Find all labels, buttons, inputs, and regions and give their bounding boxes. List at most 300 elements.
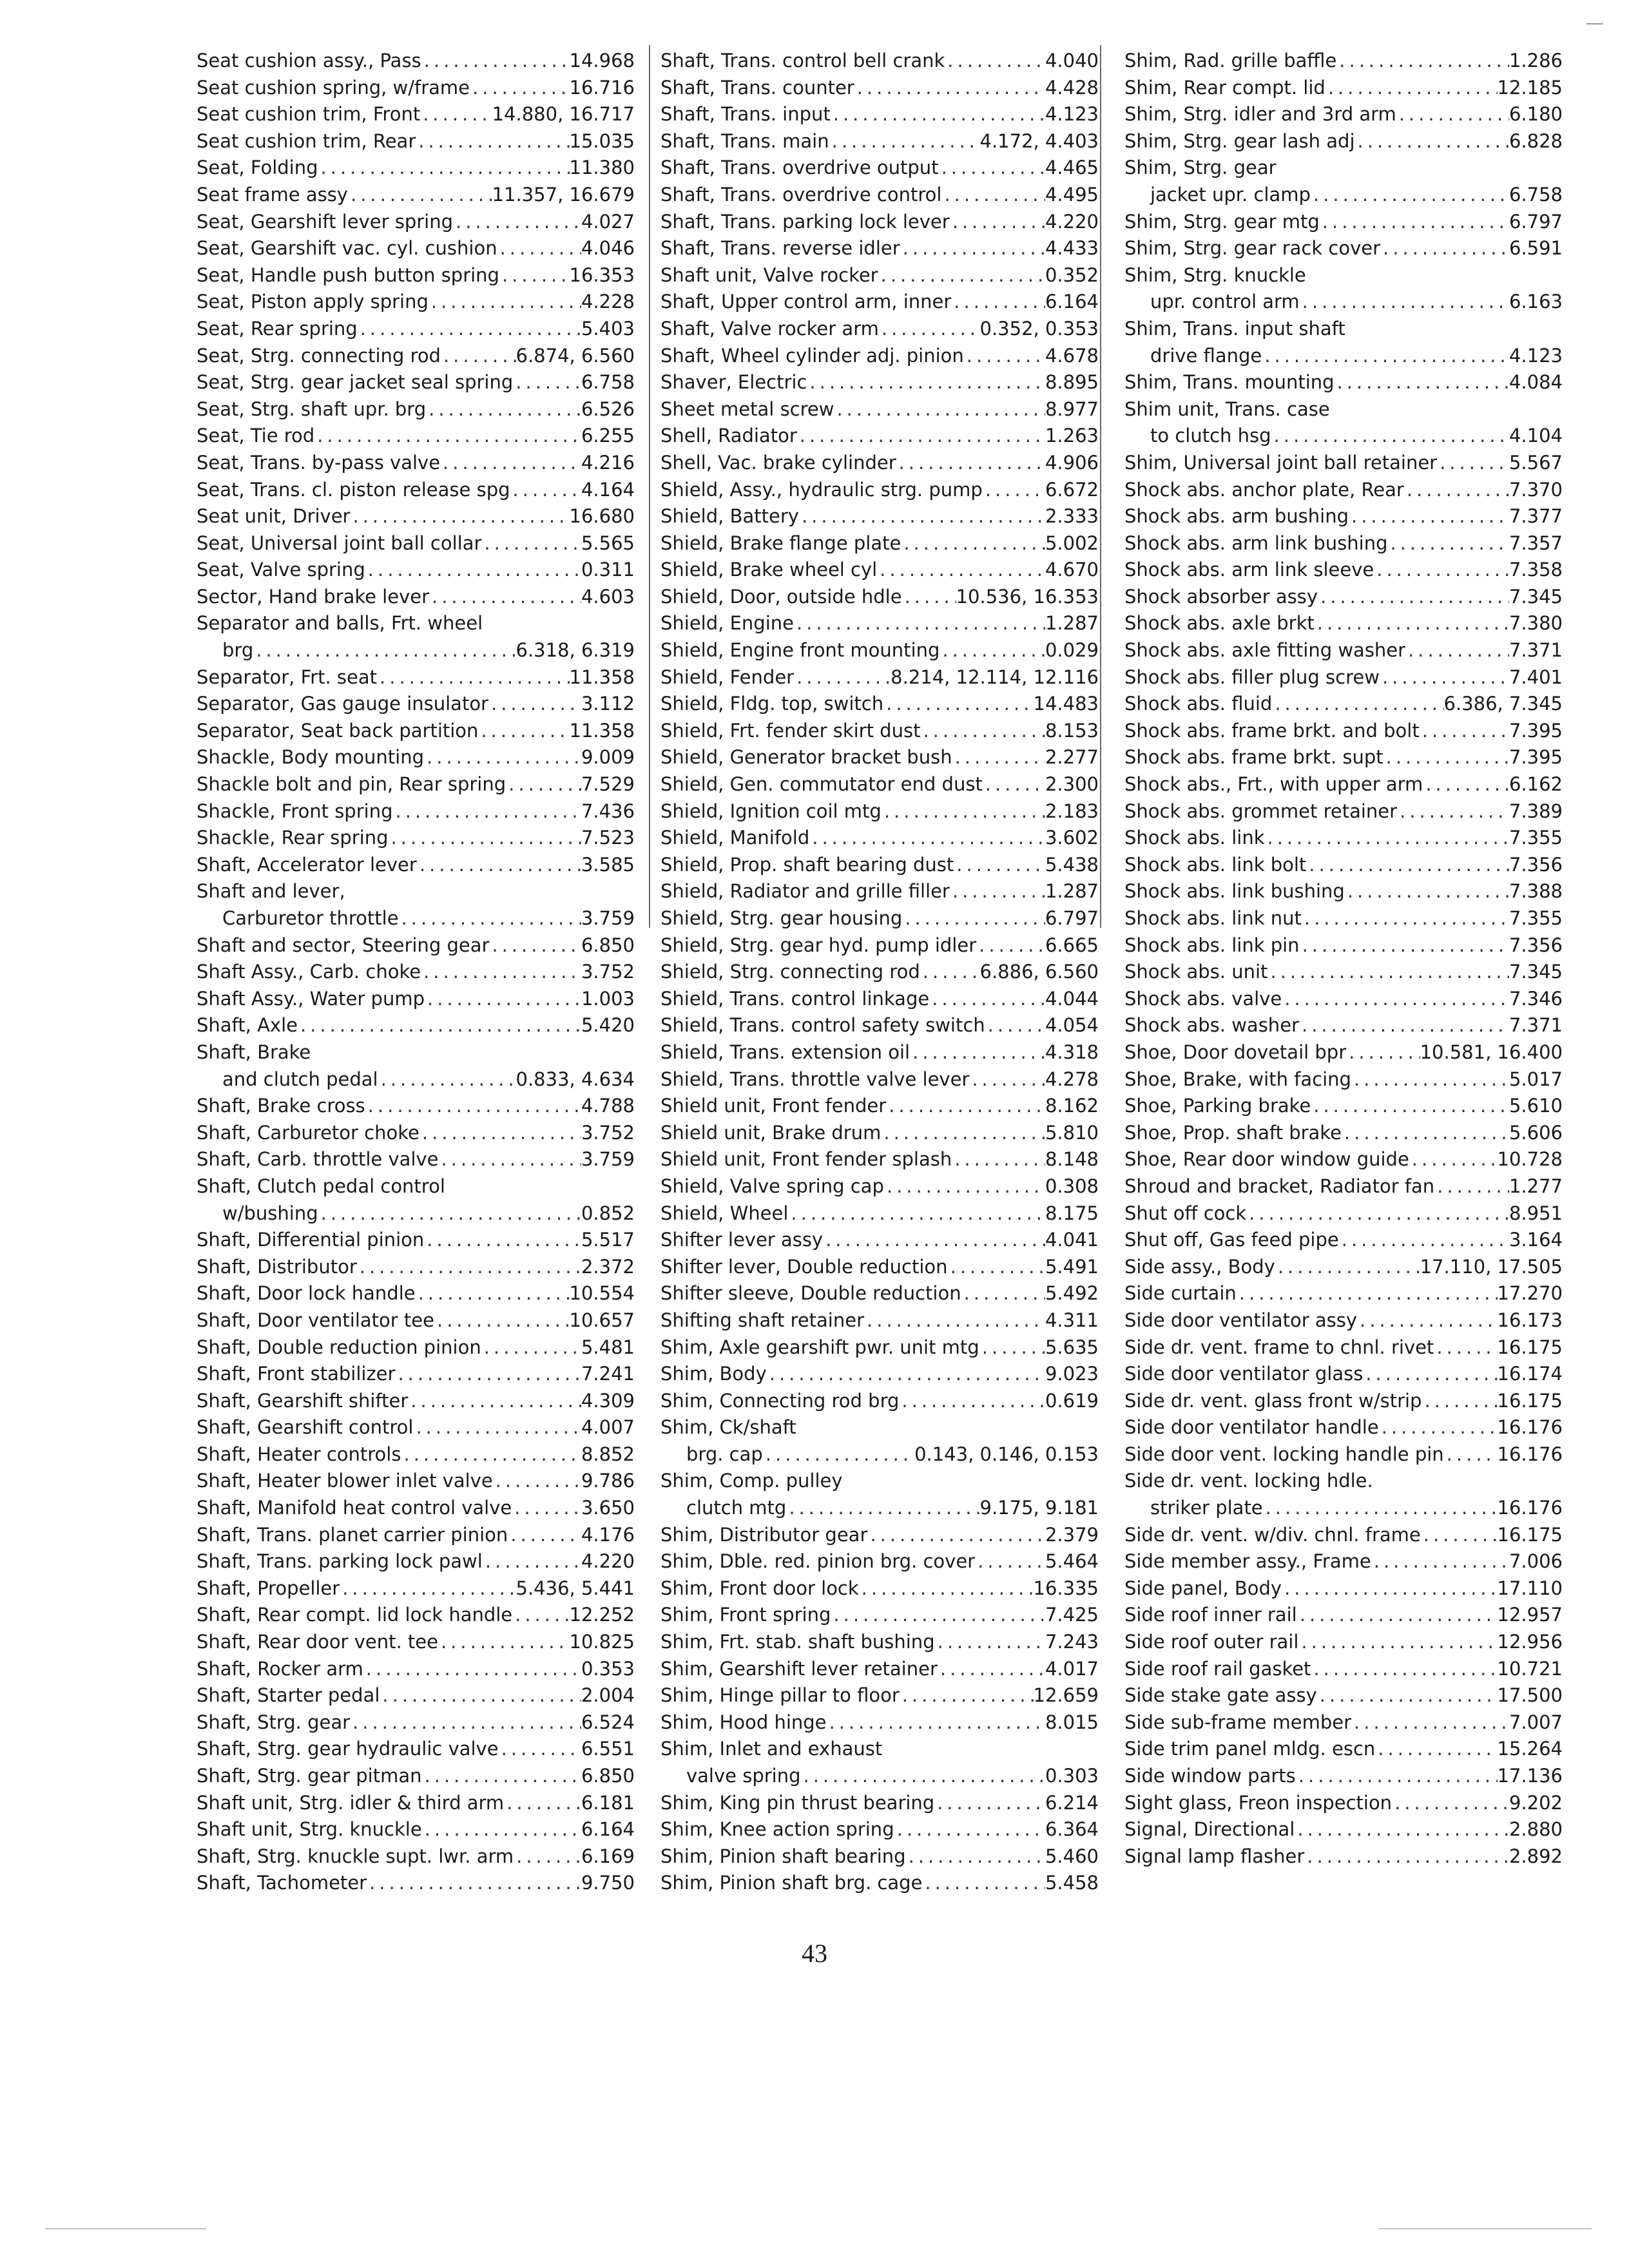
entry-term: Shaft, Trans. parking lock lever <box>660 210 950 233</box>
entry-page-ref: 7.529 <box>581 773 635 796</box>
dot-leader <box>797 423 1045 450</box>
entry-page-ref: 7.355 <box>1509 827 1563 849</box>
entry-page-ref: 10.581, 16.400 <box>1420 1041 1563 1063</box>
entry-page-ref: 4.172, 4.403 <box>979 130 1099 152</box>
entry-term: Shell, Vac. brake cylinder <box>660 451 896 474</box>
index-entry <box>660 1548 1099 1575</box>
dot-leader <box>831 1602 1045 1629</box>
entry-term: Shut off cock <box>1124 1202 1247 1224</box>
entry-term: Shaft, Wheel cylinder adj. pinion <box>660 344 964 367</box>
dot-leader <box>983 477 1045 504</box>
entry-term: Shim, Axle gearshift pwr. unit mtg <box>660 1336 979 1358</box>
index-entry <box>1124 530 1563 557</box>
index-entry <box>660 932 1099 959</box>
entry-page-ref: 6.364 <box>1045 1818 1099 1841</box>
entry-page-ref: 3.759 <box>581 907 635 929</box>
entry-term: Side panel, Body <box>1124 1577 1282 1599</box>
scan-mark <box>1379 2228 1592 2229</box>
index-entry <box>1124 182 1563 209</box>
entry-page-ref: 4.906 <box>1045 451 1099 474</box>
entry-term: Shaft, Gearshift shifter <box>197 1389 409 1412</box>
index-entry <box>197 1816 635 1843</box>
entry-page-ref: 14.880, 16.717 <box>492 103 635 126</box>
index-entry <box>197 664 635 691</box>
index-entry <box>197 1548 635 1575</box>
dot-leader <box>1246 1200 1509 1227</box>
entry-page-ref: 1.263 <box>1045 425 1099 447</box>
entry-page-ref: 3.752 <box>581 1121 635 1144</box>
dot-leader <box>298 1012 581 1039</box>
entry-term: Side member assy., Frame <box>1124 1550 1371 1573</box>
entry-term: Shim, Strg. gear rack cover <box>1124 237 1380 260</box>
entry-page-ref: 4.495 <box>1045 183 1099 206</box>
dot-leader <box>902 584 956 611</box>
dot-leader <box>365 557 581 584</box>
entry-term: Shaft, Manifold heat control valve <box>197 1497 512 1519</box>
index-entry <box>1124 369 1563 396</box>
entry-page-ref: 12.659 <box>1033 1684 1099 1707</box>
dot-leader <box>900 235 1045 262</box>
entry-page-ref: 4.176 <box>581 1523 635 1546</box>
index-entry <box>1124 1307 1563 1334</box>
entry-term: Shoe, Parking brake <box>1124 1095 1311 1117</box>
index-entry <box>1124 209 1563 236</box>
dot-leader <box>350 503 569 530</box>
entry-term: Shim, Distributor gear <box>660 1523 868 1546</box>
entry-term: Shield, Engine front mounting <box>660 639 940 662</box>
entry-term: Shaft, Strg. gear hydraulic valve <box>197 1738 499 1760</box>
entry-term: Shim, Trans. input shaft <box>1124 317 1345 340</box>
dot-leader <box>823 1227 1045 1254</box>
entry-page-ref: 4.278 <box>1045 1068 1099 1090</box>
entry-page-ref: 4.044 <box>1045 987 1099 1010</box>
dot-leader <box>1315 610 1509 637</box>
entry-term: Shaft, Trans. overdrive control <box>660 183 942 206</box>
dot-leader <box>1304 1843 1509 1870</box>
entry-term: Shim, Rad. grille baffle <box>1124 50 1337 72</box>
entry-page-ref: 5.403 <box>581 317 635 340</box>
entry-term: Shaft, Rear door vent. tee <box>197 1631 438 1653</box>
entry-term: Separator, Gas gauge insulator <box>197 693 488 715</box>
entry-term: Shaft, Heater controls <box>197 1443 401 1465</box>
entry-page-ref: 5.420 <box>581 1014 635 1037</box>
entry-page-ref: 15.035 <box>569 130 635 152</box>
entry-term: Shield, Trans. control safety switch <box>660 1014 985 1037</box>
index-entry <box>197 423 635 450</box>
dot-leader <box>900 1682 1034 1709</box>
index-entry <box>660 1307 1099 1334</box>
index-entry <box>660 557 1099 584</box>
index-entry <box>1124 1656 1563 1683</box>
index-entry <box>660 155 1099 182</box>
index-entry <box>197 1870 635 1897</box>
entry-page-ref: 6.164 <box>1045 291 1099 313</box>
entry-page-ref: 4.123 <box>1045 103 1099 126</box>
index-entry <box>660 343 1099 370</box>
index-entry <box>197 396 635 423</box>
entry-term: Shifter lever, Double reduction <box>660 1255 948 1278</box>
entry-term: Carburetor throttle <box>222 907 399 929</box>
index-entry <box>660 1334 1099 1361</box>
dot-leader <box>441 343 516 370</box>
index-entry <box>197 1066 635 1093</box>
entry-term: Shim, Strg. idler and 3rd arm <box>1124 103 1396 126</box>
entry-term: Separator and balls, Frt. wheel <box>197 612 483 635</box>
dot-leader <box>1421 1522 1498 1549</box>
dot-leader <box>438 1629 570 1656</box>
entry-page-ref: 7.388 <box>1509 880 1563 903</box>
index-entry <box>1124 1736 1563 1763</box>
dot-leader <box>1423 771 1509 798</box>
index-entry <box>660 1763 1099 1790</box>
entry-term: Shaft, Trans. overdrive output <box>660 157 939 179</box>
entry-term: and clutch pedal <box>222 1068 378 1090</box>
dot-leader <box>1371 1548 1509 1575</box>
entry-term: Side door vent. locking handle pin <box>1124 1443 1444 1465</box>
entry-term: Shaft, Starter pedal <box>197 1684 380 1707</box>
dot-leader <box>439 1146 581 1173</box>
entry-term: Shaft, Trans. planet carrier pinion <box>197 1523 508 1546</box>
entry-term: Shim, Trans. mounting <box>1124 371 1335 394</box>
dot-leader <box>794 610 1045 637</box>
dot-leader <box>948 1254 1045 1281</box>
dot-leader <box>314 423 581 450</box>
dot-leader <box>920 718 1045 745</box>
entry-page-ref: 7.370 <box>1509 478 1563 501</box>
index-column-3 <box>1124 48 1563 1870</box>
dot-leader <box>1405 637 1509 664</box>
entry-page-ref: 9.750 <box>581 1872 635 1894</box>
index-entry <box>660 852 1099 879</box>
entry-term: Shield, Trans. extension oil <box>660 1041 911 1063</box>
index-column-2 <box>660 48 1099 1897</box>
entry-page-ref: 9.023 <box>1045 1363 1099 1385</box>
entry-term: Seat, Gearshift lever spring <box>197 210 453 233</box>
dot-leader <box>1345 878 1509 905</box>
entry-page-ref: 7.241 <box>581 1363 635 1385</box>
dot-leader <box>952 744 1045 771</box>
entry-page-ref: 8.951 <box>1509 1202 1563 1224</box>
entry-page-ref: 3.602 <box>1045 827 1099 849</box>
entry-term: Shell, Radiator <box>660 425 797 447</box>
dot-leader <box>1282 986 1509 1013</box>
index-entry <box>1124 289 1563 316</box>
entry-term: Shoe, Prop. shaft brake <box>1124 1121 1342 1144</box>
dot-leader <box>767 1361 1045 1388</box>
entry-page-ref: 8.175 <box>1045 1202 1099 1224</box>
dot-leader <box>416 128 569 155</box>
index-entry <box>1124 1254 1563 1281</box>
entry-page-ref: 7.425 <box>1045 1604 1099 1626</box>
index-entry <box>660 316 1099 343</box>
entry-term: Seat, Piston apply spring <box>197 291 429 313</box>
dot-leader <box>421 959 581 986</box>
entry-term: Seat, Gearshift vac. cyl. cushion <box>197 237 497 260</box>
entry-term: Shock abs. filler plug screw <box>1124 666 1380 688</box>
entry-term: Shim, Comp. pulley <box>660 1470 843 1492</box>
index-entry <box>197 1254 635 1281</box>
index-entry <box>660 1173 1099 1200</box>
entry-page-ref: 17.136 <box>1497 1765 1563 1787</box>
index-entry <box>660 986 1099 1013</box>
index-entry <box>660 209 1099 236</box>
entry-term: Shock abs. frame brkt. and bolt <box>1124 719 1420 742</box>
entry-page-ref: 17.500 <box>1497 1684 1563 1707</box>
index-entry <box>197 1307 635 1334</box>
index-entry <box>1124 718 1563 745</box>
entry-page-ref: 12.252 <box>569 1604 635 1626</box>
entry-page-ref: 5.481 <box>581 1336 635 1358</box>
entry-term: Seat, Trans. by-pass valve <box>197 451 441 474</box>
entry-page-ref: 15.264 <box>1497 1738 1563 1760</box>
entry-page-ref: 5.491 <box>1045 1255 1099 1278</box>
entry-page-ref: 5.460 <box>1045 1845 1099 1867</box>
dot-leader <box>513 369 581 396</box>
index-entry <box>1124 477 1563 504</box>
entry-term: Shim, Knee action spring <box>660 1818 894 1841</box>
dot-leader <box>1302 905 1509 932</box>
entry-page-ref: 3.650 <box>581 1497 635 1519</box>
dot-leader <box>395 1361 581 1388</box>
dot-leader <box>426 396 581 423</box>
index-entry <box>197 262 635 289</box>
entry-term: Shaft, Trans. counter <box>660 76 854 99</box>
entry-page-ref: 1.286 <box>1509 50 1563 72</box>
index-entry <box>1124 1039 1563 1066</box>
entry-page-ref: 5.438 <box>1045 853 1099 876</box>
dot-leader <box>363 1656 581 1683</box>
entry-page-ref: 8.895 <box>1045 371 1099 394</box>
entry-page-ref: 12.185 <box>1497 76 1563 99</box>
dot-leader <box>499 1736 581 1763</box>
entry-term: Shim, Ck/shaft <box>660 1416 796 1439</box>
index-entry <box>660 1522 1099 1549</box>
index-entry <box>660 1468 1099 1495</box>
dot-leader <box>1300 289 1509 316</box>
index-entry <box>660 718 1099 745</box>
entry-term: Side sub-frame member <box>1124 1711 1352 1733</box>
entry-page-ref: 6.162 <box>1509 773 1563 796</box>
entry-page-ref: 0.353 <box>581 1657 635 1680</box>
entry-page-ref: 0.143, 0.146, 0.153 <box>914 1443 1099 1465</box>
dot-leader <box>1397 798 1509 825</box>
index-entry <box>197 1388 635 1415</box>
dot-leader <box>788 1200 1045 1227</box>
entry-term: Shim, Connecting rod brg <box>660 1389 900 1412</box>
entry-page-ref: 16.175 <box>1497 1389 1563 1412</box>
dot-leader <box>834 396 1045 423</box>
entry-term: Shield unit, Brake drum <box>660 1121 882 1144</box>
dot-leader <box>867 1522 1045 1549</box>
index-entry <box>660 1388 1099 1415</box>
entry-page-ref: 9.175, 9.181 <box>979 1497 1099 1519</box>
entry-page-ref: 6.850 <box>581 1765 635 1787</box>
index-entry <box>1124 1414 1563 1441</box>
entry-term: Shock abs. grommet retainer <box>1124 800 1398 822</box>
entry-page-ref: 7.007 <box>1509 1711 1563 1733</box>
entry-page-ref: 5.517 <box>581 1229 635 1251</box>
index-entry <box>660 878 1099 905</box>
entry-page-ref: 6.591 <box>1509 237 1563 260</box>
entry-page-ref: 11.380 <box>569 157 635 179</box>
index-entry <box>1124 878 1563 905</box>
dot-leader <box>1444 1441 1498 1468</box>
entry-page-ref: 4.603 <box>581 585 635 608</box>
entry-term: Shield, Door, outside hdle <box>660 585 902 608</box>
entry-term: Shield, Strg. gear hyd. pump idler <box>660 934 977 956</box>
entry-page-ref: 5.610 <box>1509 1095 1563 1117</box>
index-entry <box>197 1414 635 1441</box>
index-entry <box>1124 1575 1563 1602</box>
entry-page-ref: 4.228 <box>581 291 635 313</box>
index-entry <box>660 423 1099 450</box>
dot-leader <box>1383 744 1509 771</box>
entry-page-ref: 6.874, 6.560 <box>516 344 635 367</box>
index-entry <box>197 1200 635 1227</box>
dot-leader <box>894 1816 1045 1843</box>
entry-page-ref: 4.220 <box>581 1550 635 1573</box>
entry-term: Shim, Front spring <box>660 1604 831 1626</box>
entry-page-ref: 4.027 <box>581 210 635 233</box>
entry-page-ref: 6.255 <box>581 425 635 447</box>
entry-page-ref: 2.333 <box>1045 505 1099 528</box>
index-entry <box>1124 1280 1563 1307</box>
index-entry <box>197 450 635 477</box>
entry-page-ref: 0.308 <box>1045 1175 1099 1197</box>
entry-page-ref: 0.352, 0.353 <box>979 317 1099 340</box>
entry-page-ref: 7.358 <box>1509 559 1563 581</box>
entry-page-ref: 6.886, 6.560 <box>979 961 1099 983</box>
entry-term: Shaft, Strg. knuckle supt. lwr. arm <box>197 1845 514 1867</box>
index-entry <box>660 1093 1099 1120</box>
dot-leader <box>253 637 516 664</box>
index-entry <box>1124 584 1563 611</box>
entry-term: Shield, Strg. gear housing <box>660 907 903 929</box>
entry-term: brg <box>222 639 254 662</box>
entry-term: Shim, Strg. knuckle <box>1124 264 1306 286</box>
index-entry <box>197 1361 635 1388</box>
index-entry <box>1124 101 1563 128</box>
entry-term: Shifter lever assy <box>660 1229 824 1251</box>
entry-term: Shock abs. arm link bushing <box>1124 532 1388 554</box>
index-entry <box>660 691 1099 718</box>
index-entry <box>197 1441 635 1468</box>
entry-term: Shoe, Rear door window guide <box>1124 1148 1409 1171</box>
entry-term: Shock abs. arm link sleeve <box>1124 559 1374 581</box>
dot-leader <box>1434 1173 1509 1200</box>
index-entry <box>660 1200 1099 1227</box>
entry-term: Shaft, Accelerator lever <box>197 853 417 876</box>
entry-term: Shaft, Carburetor choke <box>197 1121 419 1144</box>
dot-leader <box>854 75 1045 102</box>
entry-term: Seat, Strg. connecting rod <box>197 344 441 367</box>
index-entry <box>1124 1120 1563 1147</box>
index-entry <box>660 1039 1099 1066</box>
index-entry <box>197 1120 635 1147</box>
dot-leader <box>401 1441 581 1468</box>
entry-term: Shim, Dble. red. pinion brg. cover <box>660 1550 976 1573</box>
entry-page-ref: 7.401 <box>1509 666 1563 688</box>
dot-leader <box>380 1682 581 1709</box>
entry-term: Shield, Strg. connecting rod <box>660 961 920 983</box>
dot-leader <box>504 1790 581 1817</box>
entry-term: Shield, Ignition coil mtg <box>660 800 882 822</box>
entry-term: Shaft, Brake cross <box>197 1095 365 1117</box>
dot-leader <box>318 155 570 182</box>
entry-page-ref: 4.164 <box>581 478 635 501</box>
dot-leader <box>1351 1066 1509 1093</box>
entry-page-ref: 4.007 <box>581 1416 635 1439</box>
dot-leader <box>358 316 581 343</box>
dot-leader <box>357 1254 581 1281</box>
entry-term: Shaft, Heater blower inlet valve <box>197 1470 493 1492</box>
index-entry <box>1124 343 1563 370</box>
entry-page-ref: 4.670 <box>1045 559 1099 581</box>
entry-term: Side dr. vent. glass front w/strip <box>1124 1389 1422 1412</box>
entry-page-ref: 0.833, 4.634 <box>516 1068 635 1090</box>
index-entry <box>197 852 635 879</box>
entry-term: Shim, Hood hinge <box>660 1711 827 1733</box>
entry-page-ref: 4.678 <box>1045 344 1099 367</box>
index-entry <box>1124 155 1563 182</box>
index-entry <box>197 584 635 611</box>
index-entry <box>1124 798 1563 825</box>
dot-leader <box>950 209 1045 236</box>
index-entry <box>1124 1709 1563 1736</box>
dot-leader <box>422 1763 581 1790</box>
dot-leader <box>877 557 1045 584</box>
dot-leader <box>499 262 570 289</box>
dot-leader <box>512 1495 581 1522</box>
dot-leader <box>378 1066 516 1093</box>
entry-term: drive flange <box>1150 344 1262 367</box>
entry-term: Shield, Manifold <box>660 827 810 849</box>
index-entry <box>660 1602 1099 1629</box>
entry-page-ref: 2.892 <box>1509 1845 1563 1867</box>
index-entry <box>660 262 1099 289</box>
dot-leader <box>901 530 1045 557</box>
index-entry <box>197 1012 635 1039</box>
entry-page-ref: 7.357 <box>1509 532 1563 554</box>
dot-leader <box>910 1039 1045 1066</box>
entry-page-ref: 7.395 <box>1509 746 1563 769</box>
entry-page-ref: 8.977 <box>1045 398 1099 420</box>
entry-term: Shaft, Brake <box>197 1041 311 1063</box>
entry-term: Shoe, Door dovetail bpr <box>1124 1041 1347 1063</box>
entry-term: Sight glass, Freon inspection <box>1124 1791 1393 1814</box>
entry-page-ref: 11.358 <box>569 666 635 688</box>
index-entry <box>197 1843 635 1870</box>
entry-page-ref: 16.176 <box>1497 1443 1563 1465</box>
index-entry <box>660 1709 1099 1736</box>
dot-leader <box>1409 1146 1498 1173</box>
index-entry <box>197 798 635 825</box>
entry-page-ref: 11.357, 16.679 <box>492 183 635 206</box>
entry-term: Side door ventilator assy <box>1124 1309 1358 1331</box>
entry-page-ref: 16.176 <box>1497 1497 1563 1519</box>
index-entry <box>1124 1227 1563 1254</box>
entry-term: Shock abs. link <box>1124 827 1265 849</box>
entry-page-ref: 7.346 <box>1509 987 1563 1010</box>
entry-term: Sector, Hand brake lever <box>197 585 429 608</box>
entry-term: Shim, Frt. stab. shaft bushing <box>660 1631 935 1653</box>
index-entry <box>660 1361 1099 1388</box>
dot-leader <box>489 932 581 959</box>
entry-term: Side roof outer rail <box>1124 1631 1299 1653</box>
index-entry <box>660 1656 1099 1683</box>
index-entry <box>197 155 635 182</box>
dot-leader <box>1268 959 1509 986</box>
